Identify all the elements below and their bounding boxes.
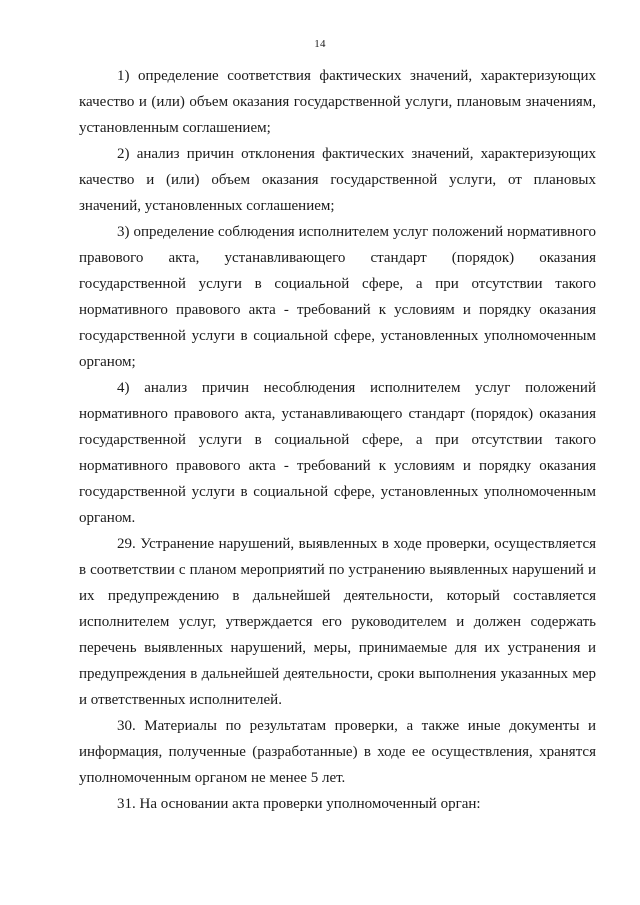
paragraph-item-2: 2) анализ причин отклонения фактических значений, характеризующих качество и (или) объем оказания государственной услуги, от плановых значений, установленных соглашением;: [79, 146, 596, 214]
paragraph-item-3: 3) определение соблюдения исполнителем услуг положений нормативного правового акта, устанавливающего стандарт (порядок) оказания государственной услуги в социальной сфере, а при отсутствии такого нормативного правового акта - требований к условиям и порядку оказания государственной услуги в социальной сфере, установленных уполномоченным органом;: [79, 224, 596, 370]
page-number: 14: [314, 38, 326, 50]
paragraph-clause-30: 30. Материалы по результатам проверки, а также иные документы и информация, полученные (разработанные) в ходе ее осуществления, хранятся уполномоченным органом не менее 5 лет.: [79, 718, 596, 786]
paragraph-clause-29: 29. Устранение нарушений, выявленных в ходе проверки, осуществляется в соответствии с планом мероприятий по устранению выявленных нарушений и их предупреждению в дальнейшей деятельности, который составляется исполнителем услуг, утверждается его руководителем и должен содержать перечень выявленных нарушений, меры, принимаемые для их устранения и предупреждения в дальнейшей деятельности, сроки выполнения указанных мер и ответственных исполнителей.: [79, 536, 596, 708]
document-body: [79, 63, 596, 817]
paragraph-clause-31: 31. На основании акта проверки уполномоченный орган:: [117, 796, 481, 812]
paragraph-item-1: 1) определение соответствия фактических значений, характеризующих качество и (или) объем оказания государственной услуги, плановым значениям, установленным соглашением;: [79, 68, 596, 136]
paragraph-item-4: 4) анализ причин несоблюдения исполнителем услуг положений нормативного правового акта, устанавливающего стандарт (порядок) оказания государственной услуги в социальной сфере, а при отсутствии такого нормативного правового акта - требований к условиям и порядку оказания государственной услуги в социальной сфере, установленных уполномоченным органом.: [79, 380, 596, 526]
